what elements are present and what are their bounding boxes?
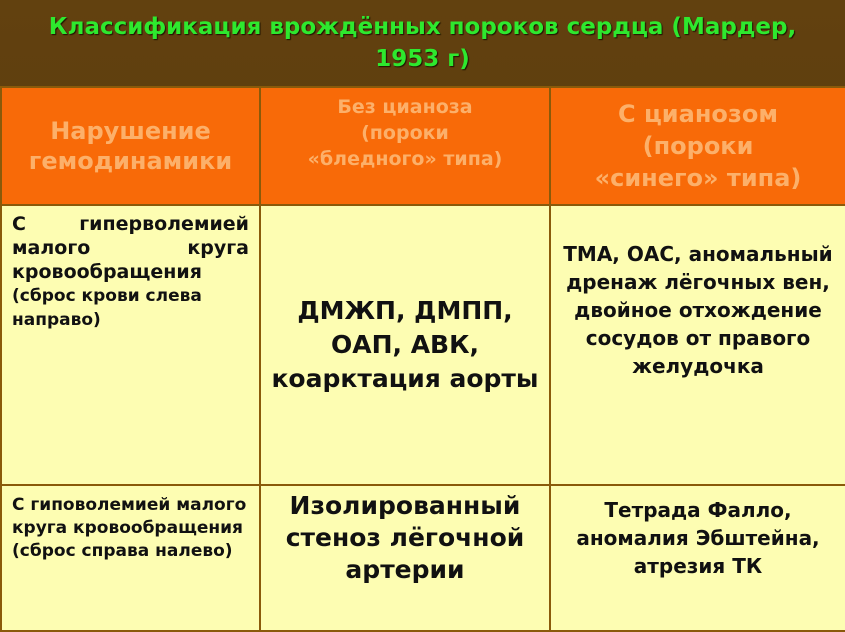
cell-text: ТМА, ОАС, аномальный дренаж лёгочных вен, двойное отхождение сосудов от правого желудочка [563, 242, 833, 378]
header-text: С цианозом [618, 100, 778, 128]
header-text: гемодинамики [28, 147, 233, 175]
title-line-2: 1953 г) [375, 46, 470, 72]
cell-text: Тетрада Фалло, аномалия Эбштейна, атрезия ТК [576, 498, 820, 578]
slide-title [0, 0, 845, 86]
cell-text: ДМЖП, ДМПП, ОАП, АВК, коарктация аорты [271, 296, 539, 393]
header-text: «синего» типа) [594, 164, 802, 192]
category-main: С гиперволемией малого круга кровообращения [12, 213, 249, 283]
table-row [1, 205, 845, 485]
row-category-hypervolemia [1, 205, 260, 485]
cell-cyanotic [550, 485, 845, 631]
header-text: (пороки [642, 132, 754, 160]
header-text: «бледного» типа) [307, 148, 503, 170]
category-note: (сброс крови слева направо) [12, 286, 202, 330]
table-header-row [1, 87, 845, 205]
cell-acyanotic [260, 205, 550, 485]
classification-table [0, 86, 845, 632]
row-category-hypovolemia [1, 485, 260, 631]
cell-text: Изолированный стеноз лёгочной артерии [285, 491, 525, 584]
table-row [1, 485, 845, 631]
header-cyanotic [550, 87, 845, 205]
cell-acyanotic [260, 485, 550, 631]
title-line-1: Классификация врождённых пороков сердца (Мардер, [48, 14, 797, 40]
header-acyanotic [260, 87, 550, 205]
header-hemodynamics [1, 87, 260, 205]
cell-cyanotic [550, 205, 845, 485]
category-main: С гиповолемией малого круга кровообращения (сброс справа налево) [12, 495, 247, 561]
header-text: (пороки [361, 122, 449, 144]
header-text: Нарушение [50, 117, 211, 145]
header-text: Без цианоза [337, 96, 473, 118]
